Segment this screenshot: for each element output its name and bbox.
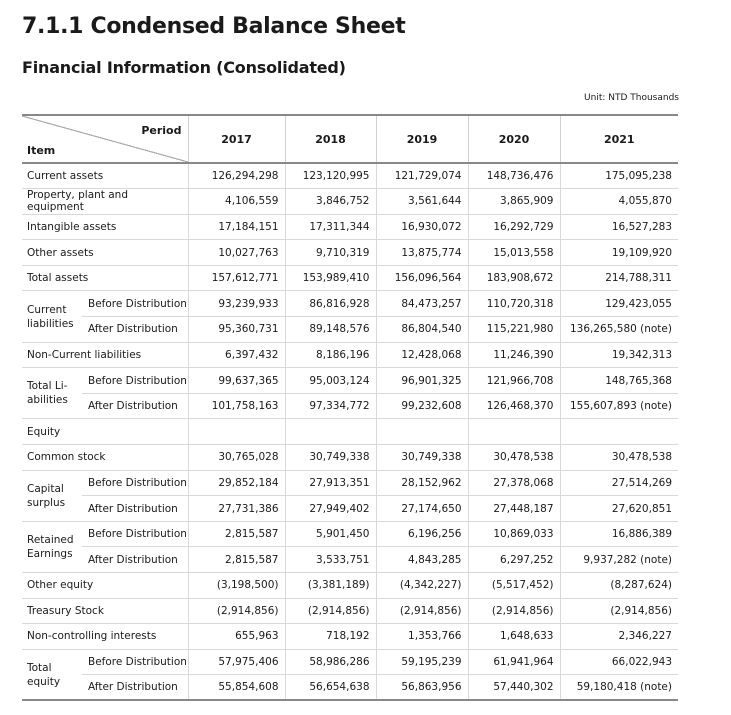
table-row (22, 521, 678, 547)
table-cell: 28,152,962 (376, 470, 468, 496)
table-cell: 8,186,196 (285, 342, 376, 368)
table-cell: 61,941,964 (468, 649, 560, 675)
table-cell: (8,287,624) (560, 573, 678, 599)
section-label-equity: Equity (22, 419, 188, 445)
table-cell: 58,986,286 (285, 649, 376, 675)
corner-item-label: Item (27, 144, 56, 157)
sub-label: After Distribution (82, 675, 188, 701)
table-row (22, 291, 678, 317)
table-cell: 27,174,650 (376, 496, 468, 522)
table-cell: 101,758,163 (188, 393, 285, 419)
row-label: Other assets (22, 240, 188, 266)
group-label-line: Total Li- (27, 380, 68, 393)
group-label-line: Total (27, 661, 52, 674)
table-cell: 30,749,338 (376, 445, 468, 471)
balance-sheet-table (22, 114, 678, 701)
table-cell: 126,294,298 (188, 163, 285, 189)
year-header: 2020 (468, 115, 560, 163)
table-cell: 59,180,418 (note) (560, 675, 678, 701)
group-label-line: liabilities (27, 317, 74, 330)
table-row (22, 163, 678, 189)
group-label (22, 521, 82, 572)
group-label (22, 649, 82, 700)
sub-label: After Distribution (82, 547, 188, 573)
table-cell: 156,096,564 (376, 265, 468, 291)
table-cell: 30,478,538 (468, 445, 560, 471)
table-cell: 4,055,870 (560, 189, 678, 215)
corner-period-label: Period (141, 124, 182, 137)
corner-header (22, 115, 188, 163)
table-cell: 6,196,256 (376, 521, 468, 547)
group-label-line: Earnings (27, 547, 73, 560)
table-cell: 86,816,928 (285, 291, 376, 317)
table-cell: 148,736,476 (468, 163, 560, 189)
table-cell: 27,378,068 (468, 470, 560, 496)
table-cell: 3,561,644 (376, 189, 468, 215)
table-cell: 123,120,995 (285, 163, 376, 189)
table-row (22, 214, 678, 240)
table-cell: 57,440,302 (468, 675, 560, 701)
row-label: Treasury Stock (22, 598, 188, 624)
table-cell (376, 419, 468, 445)
table-row (22, 598, 678, 624)
table-row (22, 419, 678, 445)
table-cell: 175,095,238 (560, 163, 678, 189)
table-cell: 56,654,638 (285, 675, 376, 701)
group-label (22, 291, 82, 342)
table-cell: 95,003,124 (285, 368, 376, 394)
row-label: Common stock (22, 445, 188, 471)
table-cell (560, 419, 678, 445)
table-cell: 153,989,410 (285, 265, 376, 291)
table-cell: 16,527,283 (560, 214, 678, 240)
table-row (22, 573, 678, 599)
table-cell: 121,966,708 (468, 368, 560, 394)
table-cell: 30,478,538 (560, 445, 678, 471)
table-cell: 4,106,559 (188, 189, 285, 215)
table-cell: 126,468,370 (468, 393, 560, 419)
table-cell: 1,648,633 (468, 624, 560, 650)
table-cell: 59,195,239 (376, 649, 468, 675)
table-cell: 19,109,920 (560, 240, 678, 266)
table-cell: 27,949,402 (285, 496, 376, 522)
table-cell: 3,846,752 (285, 189, 376, 215)
table-row (22, 189, 678, 215)
table-row (22, 393, 678, 419)
table-cell: (5,517,452) (468, 573, 560, 599)
group-label-line: equity (27, 675, 61, 688)
table-cell: (3,381,189) (285, 573, 376, 599)
table-cell: 183,908,672 (468, 265, 560, 291)
group-label-line: Retained (27, 533, 74, 546)
table-cell: 27,620,851 (560, 496, 678, 522)
table-cell: 19,342,313 (560, 342, 678, 368)
table-cell: 99,232,608 (376, 393, 468, 419)
group-label-line: abilities (27, 394, 68, 407)
table-cell: 148,765,368 (560, 368, 678, 394)
table-row (22, 496, 678, 522)
table-cell: 89,148,576 (285, 317, 376, 343)
page-title: 7.1.1 Condensed Balance Sheet (22, 14, 406, 39)
table-cell: 27,514,269 (560, 470, 678, 496)
table-cell: 129,423,055 (560, 291, 678, 317)
table-row (22, 265, 678, 291)
table-cell: 121,729,074 (376, 163, 468, 189)
table-cell: 56,863,956 (376, 675, 468, 701)
table-cell: 9,710,319 (285, 240, 376, 266)
row-label: Current assets (22, 163, 188, 189)
row-label: Intangible assets (22, 214, 188, 240)
table-cell: (4,342,227) (376, 573, 468, 599)
table-cell: (2,914,856) (285, 598, 376, 624)
group-label-line: Capital (27, 482, 64, 495)
sub-label: After Distribution (82, 496, 188, 522)
table-cell: 2,815,587 (188, 547, 285, 573)
table-cell (188, 419, 285, 445)
table-row (22, 649, 678, 675)
table-row (22, 240, 678, 266)
table-cell: 13,875,774 (376, 240, 468, 266)
table-cell: 93,239,933 (188, 291, 285, 317)
table-row (22, 470, 678, 496)
group-label (22, 368, 82, 419)
table-cell: 155,607,893 (note) (560, 393, 678, 419)
table-row (22, 675, 678, 701)
sub-label: Before Distribution (82, 291, 188, 317)
table-row (22, 368, 678, 394)
table-cell: 16,292,729 (468, 214, 560, 240)
table-row (22, 342, 678, 368)
table-cell: 2,346,227 (560, 624, 678, 650)
group-label-line: Current (27, 303, 67, 316)
row-label: Non-Current liabilities (22, 342, 188, 368)
year-header: 2018 (285, 115, 376, 163)
table-cell: 9,937,282 (note) (560, 547, 678, 573)
sub-label: After Distribution (82, 317, 188, 343)
table-cell: 4,843,285 (376, 547, 468, 573)
table-cell: 17,311,344 (285, 214, 376, 240)
table-cell: 3,865,909 (468, 189, 560, 215)
table-cell: 718,192 (285, 624, 376, 650)
table-row (22, 445, 678, 471)
row-label: Total assets (22, 265, 188, 291)
sub-label: Before Distribution (82, 470, 188, 496)
table-cell: 27,731,386 (188, 496, 285, 522)
table-cell: 86,804,540 (376, 317, 468, 343)
group-label-line: surplus (27, 496, 66, 509)
table-cell: 84,473,257 (376, 291, 468, 317)
table-cell: 2,815,587 (188, 521, 285, 547)
table-cell: 157,612,771 (188, 265, 285, 291)
table-cell: 10,027,763 (188, 240, 285, 266)
table-cell: 6,297,252 (468, 547, 560, 573)
table-cell: (3,198,500) (188, 573, 285, 599)
table-cell: 55,854,608 (188, 675, 285, 701)
table-cell: 12,428,068 (376, 342, 468, 368)
table-cell: 96,901,325 (376, 368, 468, 394)
page-subtitle: Financial Information (Consolidated) (22, 58, 346, 77)
table-cell: 655,963 (188, 624, 285, 650)
table-cell: (2,914,856) (468, 598, 560, 624)
sub-label: Before Distribution (82, 521, 188, 547)
table-cell: 57,975,406 (188, 649, 285, 675)
sub-label: Before Distribution (82, 649, 188, 675)
sub-label: Before Distribution (82, 368, 188, 394)
table-cell: 11,246,390 (468, 342, 560, 368)
sub-label: After Distribution (82, 393, 188, 419)
table-cell: 10,869,033 (468, 521, 560, 547)
table-row (22, 547, 678, 573)
year-header: 2019 (376, 115, 468, 163)
table-cell: (2,914,856) (376, 598, 468, 624)
group-label (22, 470, 82, 521)
table-cell: (2,914,856) (188, 598, 285, 624)
table-cell: 27,913,351 (285, 470, 376, 496)
table-cell: 5,901,450 (285, 521, 376, 547)
table-cell: 66,022,943 (560, 649, 678, 675)
table-cell: 16,886,389 (560, 521, 678, 547)
table-cell: 29,852,184 (188, 470, 285, 496)
table-cell: 214,788,311 (560, 265, 678, 291)
table-row (22, 317, 678, 343)
header-row (22, 115, 678, 163)
table-cell: 95,360,731 (188, 317, 285, 343)
table-cell: 30,765,028 (188, 445, 285, 471)
table-cell: 27,448,187 (468, 496, 560, 522)
table-cell: 97,334,772 (285, 393, 376, 419)
table-cell (468, 419, 560, 445)
table-cell: 15,013,558 (468, 240, 560, 266)
table-cell: 17,184,151 (188, 214, 285, 240)
table-cell: 30,749,338 (285, 445, 376, 471)
table-cell: 3,533,751 (285, 547, 376, 573)
table-cell: 6,397,432 (188, 342, 285, 368)
table-cell: 1,353,766 (376, 624, 468, 650)
table-cell: 16,930,072 (376, 214, 468, 240)
table-cell: 115,221,980 (468, 317, 560, 343)
table-cell: 99,637,365 (188, 368, 285, 394)
table-cell (285, 419, 376, 445)
year-header: 2017 (188, 115, 285, 163)
table-cell: 136,265,580 (note) (560, 317, 678, 343)
row-label: Property, plant and equipment (22, 189, 188, 215)
row-label: Non-controlling interests (22, 624, 188, 650)
row-label: Other equity (22, 573, 188, 599)
unit-note: Unit: NTD Thousands (584, 93, 679, 103)
year-header: 2021 (560, 115, 678, 163)
table-row (22, 624, 678, 650)
table-cell: (2,914,856) (560, 598, 678, 624)
table-cell: 110,720,318 (468, 291, 560, 317)
